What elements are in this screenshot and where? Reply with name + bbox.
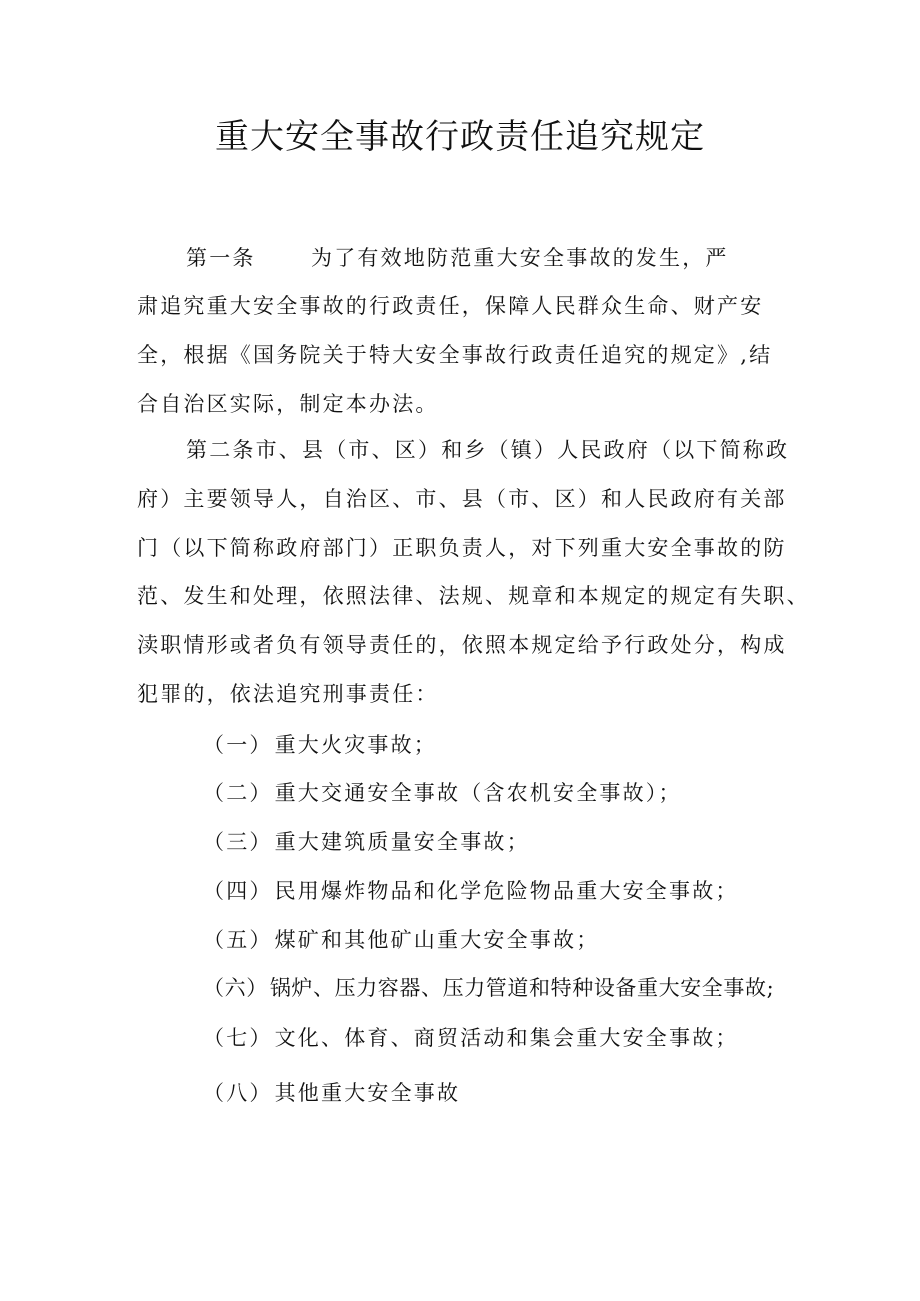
list-item — [203, 778, 682, 808]
list-item — [203, 1078, 460, 1108]
list-item-text: 文化、体育、商贸活动和集会重大安全事故； — [274, 1026, 739, 1050]
list-item-number: （二） — [203, 781, 273, 805]
article1-line-2: 肃追究重大安全事故的行政责任，保障人民群众生命、财产安 — [137, 294, 764, 318]
list-item — [203, 1023, 739, 1053]
article1-first-line — [186, 243, 729, 273]
list-item-number: （四） — [203, 879, 273, 903]
article1-line-4: 合自治区实际，制定本办法。 — [137, 392, 439, 416]
list-item — [203, 827, 530, 857]
list-item-number: （七） — [203, 1026, 273, 1050]
article2-line-3: 门（以下简称政府部门）正职负责人，对下列重大安全事故的防 — [137, 536, 787, 560]
article2-line-2: 府）主要领导人，自治区、市、县（市、区）和人民政府有关部 — [137, 487, 787, 511]
list-item-number: （五） — [203, 928, 273, 952]
article2-line-4: 范、发生和处理，依照法律、法规、规章和本规定的规定有失职、 — [137, 584, 810, 608]
article2-line-5: 渎职情形或者负有领导责任的，依照本规定给予行政处分，构成 — [137, 633, 787, 657]
article1-line-3: 全，根据《国务院关于特大安全事故行政责任追究的规定》,结 — [137, 343, 773, 367]
article2-line-6: 犯罪的，依法追究刑事责任： — [137, 682, 439, 706]
article2-line-1: 第二条市、县（市、区）和乡（镇）人民政府（以下简称政 — [186, 438, 790, 462]
list-item-number: （一） — [203, 733, 273, 757]
list-item-number: （八） — [203, 1081, 273, 1105]
list-item-text: 民用爆炸物品和化学危险物品重大安全事故； — [274, 879, 739, 903]
article1-line-1: 为了有效地防范重大安全事故的发生，严 — [311, 246, 729, 270]
document-title: 重大安全事故行政责任追究规定 — [215, 117, 705, 157]
list-item — [203, 730, 437, 760]
list-item-number: （三） — [203, 830, 273, 854]
list-item — [203, 876, 739, 906]
list-item-text: 锅炉、压力容器、压力管道和特种设备重大安全事故; — [269, 976, 775, 1000]
list-item-number: （六） — [203, 976, 268, 1000]
list-item-text: 其他重大安全事故 — [274, 1081, 461, 1105]
list-item-text: 重大交通安全事故（含农机安全事故）； — [274, 781, 682, 805]
list-item-text: 重大火灾事故； — [274, 733, 438, 757]
article1-number: 第一条 — [186, 246, 256, 270]
list-item — [203, 925, 599, 955]
list-item-text: 重大建筑质量安全事故； — [274, 830, 530, 854]
list-item-text: 煤矿和其他矿山重大安全事故； — [274, 928, 600, 952]
list-item — [203, 973, 774, 1003]
